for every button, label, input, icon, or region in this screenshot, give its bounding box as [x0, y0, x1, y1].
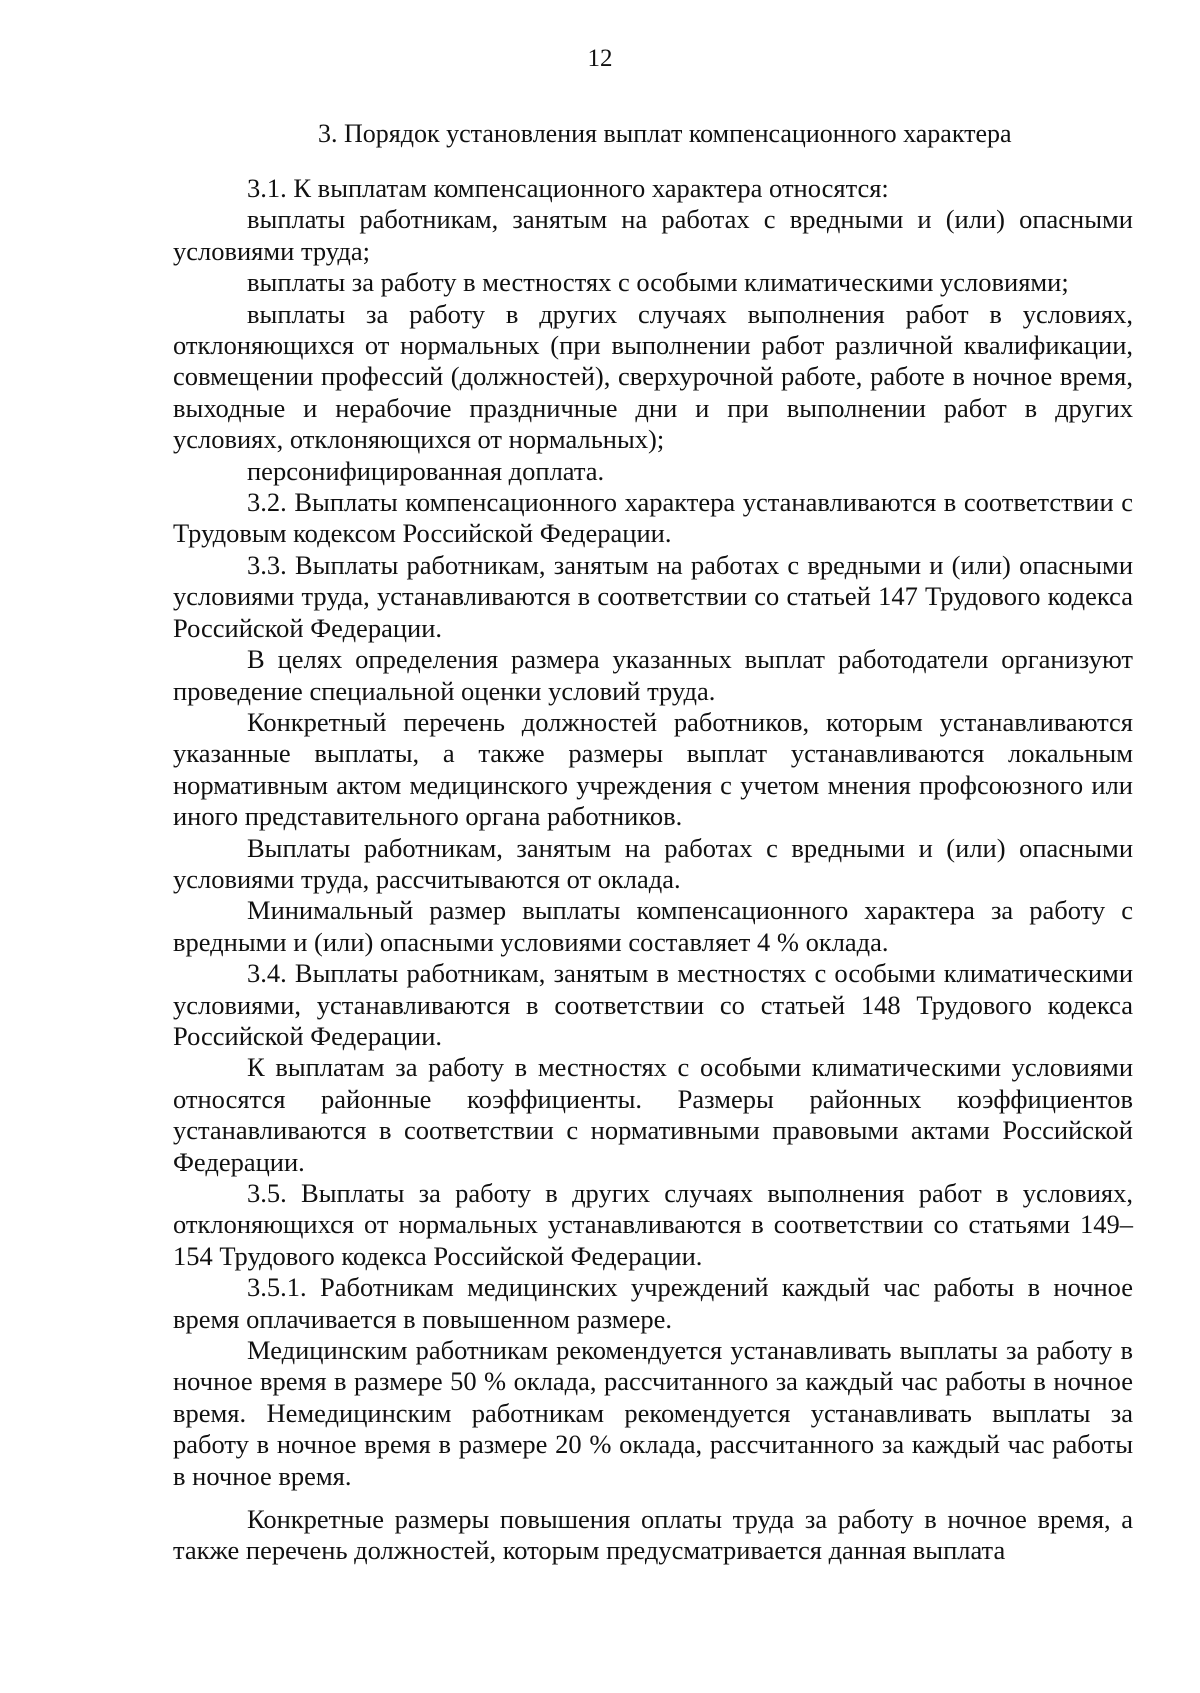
paragraph-3-3: 3.3. Выплаты работникам, занятым на работах с вредными и (или) опасными условиями труда, устанавливаются в соответствии со статьей 147 Трудового кодекса Российской Федерации.	[173, 549, 1133, 643]
paragraph-harmful-conditions: выплаты работникам, занятым на работах с вредными и (или) опасными условиями труда;	[173, 204, 1133, 266]
paragraph-assessment: В целях определения размера указанных выплат работодатели организуют проведение специальной оценки условий труда.	[173, 644, 1133, 706]
paragraph-3-2: 3.2. Выплаты компенсационного характера устанавливаются в соответствии с Трудовым кодексом Российской Федерации.	[173, 487, 1133, 549]
paragraph-3-5: 3.5. Выплаты за работу в других случаях выполнения работ в условиях, отклоняющихся от нормальных устанавливаются в соответствии со статьями 149–154 Трудового кодекса Российской Федерации.	[173, 1178, 1133, 1271]
paragraph-positions-list: Конкретный перечень должностей работников, которым устанавливаются указанные выплаты, а также размеры выплат устанавливаются локальным нормативным актом медицинского учреждения с учетом мнения профсоюзного или иного представительного органа работников.	[173, 706, 1133, 832]
document-body	[173, 173, 1133, 1567]
page-number: 12	[587, 45, 613, 72]
paragraph-3-5-1: 3.5.1. Работникам медицинских учреждений каждый час работы в ночное время оплачивается в повышенном размере.	[173, 1272, 1133, 1334]
paragraph-night-specifics: Конкретные размеры повышения оплаты труда за работу в ночное время, а также перечень должностей, которым предусматривается данная выплата	[173, 1504, 1133, 1566]
paragraph-3-1: 3.1. К выплатам компенсационного характера относятся:	[247, 173, 889, 203]
paragraph-personal-bonus: персонифицированная доплата.	[247, 455, 605, 486]
paragraph-climatic-conditions: выплаты за работу в местностях с особыми климатическими условиями;	[247, 267, 1069, 298]
paragraph-other-cases: выплаты за работу в других случаях выполнения работ в условиях, отклоняющихся от нормальных (при выполнении работ различной квалификации, совмещении профессий (должностей), сверхурочной работе, работе в ночное время, выходные и нерабочие праздничные дни и при выполнении работ в других условиях, отклоняющихся от нормальных);	[173, 298, 1133, 455]
paragraph-minimum-payment: Минимальный размер выплаты компенсационного характера за работу с вредными и (или) опасными условиями составляет 4 % оклада.	[173, 895, 1133, 957]
paragraph-night-rates: Медицинским работникам рекомендуется устанавливать выплаты за работу в ночное время в размере 50 % оклада, рассчитанного за каждый час работы в ночное время. Немедицинским работникам рекомендуется устанавливать выплаты за работу в ночное время в размере 20 % оклада, рассчитанного за каждый час работы в ночное время.	[173, 1335, 1133, 1491]
paragraph-regional-coefficients: К выплатам за работу в местностях с особыми климатическими условиями относятся районные коэффициенты. Размеры районных коэффициентов устанавливаются в соответствии с нормативными правовыми актами Российской Федерации.	[173, 1052, 1133, 1177]
paragraph-salary-basis: Выплаты работникам, занятым на работах с вредными и (или) опасными условиями труда, рассчитываются от оклада.	[173, 832, 1133, 894]
section-title: 3. Порядок установления выплат компенсационного характера	[318, 119, 1012, 148]
paragraph-3-4: 3.4. Выплаты работникам, занятым в местностях с особыми климатическими условиями, устанавливаются в соответствии со статьей 148 Трудового кодекса Российской Федерации.	[173, 958, 1133, 1051]
